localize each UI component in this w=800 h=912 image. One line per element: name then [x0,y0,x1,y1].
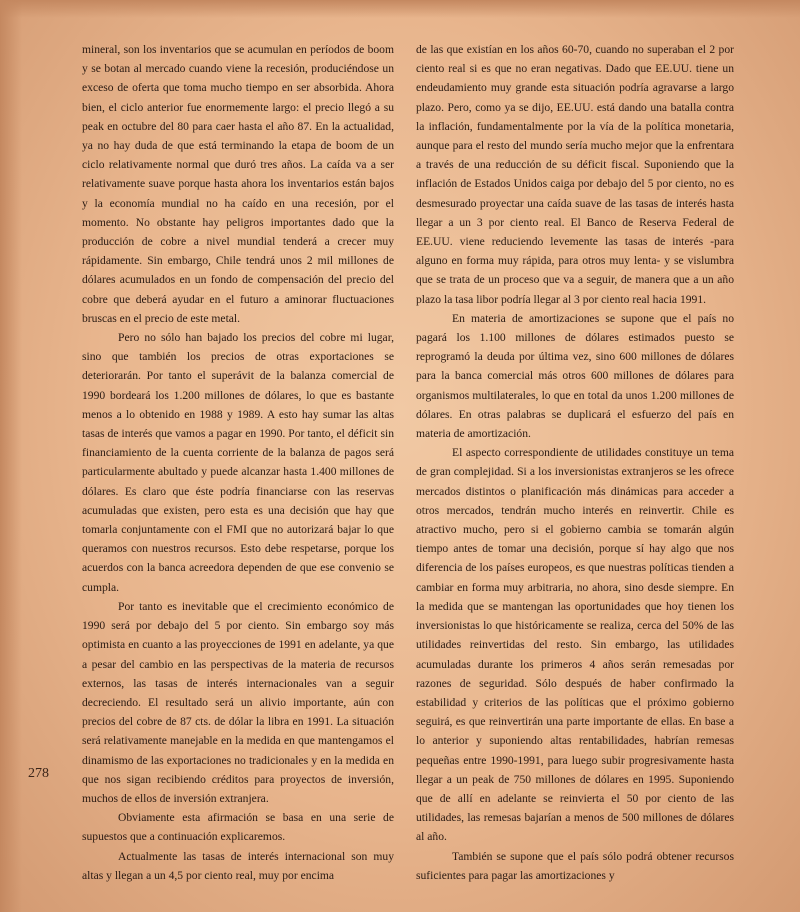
left-text-column [82,40,394,885]
page-shadow-left [0,0,22,912]
paragraph: Actualmente las tasas de interés internacional son muy altas y llegan a un 4,5 por ciento real, muy por encima [82,849,394,882]
paragraph: En materia de amortizaciones se supone que el país no pagará los 1.100 millones de dólares estimados puesto se reprogramó la deuda por última vez, sino 600 millones de dólares para la banca comercial más otros 600 millones de dólares para organismos multilaterales, lo que en total da unos 1.200 millones de dólares. En otras palabras se duplicará el esfuerzo del país en materia de amortización. [416,311,734,441]
paragraph: mineral, son los inventarios que se acumulan en períodos de boom y se botan al mercado cuando viene la recesión, produciéndose un exceso de oferta que toma mucho tiempo en ser absorbida. Ahora bien, el ciclo anterior fue enormemente largo: el precio llegó a su peak en octubre del 80 para caer hasta el año 87. En la actualidad, ya no hay duda de que está terminando la etapa de boom de un ciclo relativamente normal que duró tres años. La caída va a ser relativamente suave porque hasta ahora los inventarios están bajos y la economía mundial no ha caído en una recesión, por el momento. No obstante hay peligros importantes dado que la producción de cobre a nivel mundial tenderá a crecer muy rápidamente. Sin embargo, Chile tendrá unos 2 mil millones de dólares acumulados en un fondo de compensación del precio del cobre que deberá ayudar en el futuro a aminorar fluctuaciones bruscas en el precio de este metal. [82,43,394,325]
paragraph: Pero no sólo han bajado los precios del cobre mi lugar, sino que también los precios de otras exportaciones se deteriorarán. Por tanto el superávit de la balanza comercial de 1990 bordeará los 1.200 millones de dólares, lo que es bastante menos a lo obtenido en 1988 y 1989. A esto hay sumar las altas tasas de interés que vamos a pagar en 1990. Por tanto, el déficit sin financiamiento de la cuenta corriente de la balanza de pagos será particularmente abultado y puede alcanzar hasta 1.400 millones de dólares. Es claro que éste podría financiarse con las reservas acumuladas que existen, pero esta es una decisión que hay que tomarla conjuntamente con el FMI que no autorizará bajar lo que queramos con nuestros recursos. Esto debe respetarse, porque los acuerdos con la banca acreedora dependen de que ese convenio se cumpla. [82,331,394,594]
paragraph: El aspecto correspondiente de utilidades constituye un tema de gran complejidad. Si a los inversionistas extranjeros se les ofrece mercados distintos o planificación más dinámicas para acceder a otros mercados, tendrán mucho interés en reinvertir. Chile es atractivo mucho, pero si el gobierno cambia se tomarán algún tiempo antes de tomar una decisión, porque sí hay algo que nos diferencia de los países europeos, es que nuestras políticas tienden a cambiar en forma muy arbitraria, no ahora, sino desde siempre. En la medida que se mantengan las oportunidades que hoy tienen los inversionistas lo que históricamente se realiza, cerca del 50% de las utilidades reinvertidas del resto. Sin embargo, las utilidades acumuladas durante los primeros 4 años serán remesadas por razones de seguridad. Sólo después de haber confirmado la estabilidad y criterios de las políticas que el próximo gobierno seguirá, es que reinvertirán una parte importante de ellas. En base a lo anterior y suponiendo altas rentabilidades, habrían remesas pequeñas entre 1990-1991, para luego subir progresivamente hasta llegar a un peak de 750 millones de dólares en 1995. Suponiendo que de allí en adelante se reinvierta el 50 por ciento de las utilidades, las remesas bajarían a menos de 500 millones de dólares al año. [416,446,734,844]
paragraph: de las que existían en los años 60-70, cuando no superaban el 2 por ciento real si es que no eran negativas. Dado que EE.UU. tiene un endeudamiento muy grande esta situación podría agravarse a largo plazo. Pero, como ya se dijo, EE.UU. está dando una batalla contra la inflación, fundamentalmente por la vía de la política monetaria, aunque para el resto del mundo sería mucho mejor que la enfrentara a través de una reducción de su déficit fiscal. Suponiendo que la inflación de Estados Unidos caiga por debajo del 5 por ciento, no es desmesurado proyectar una caída suave de las tasas de interés hasta llegar a un 3 por ciento real. El Banco de Reserva Federal de EE.UU. viene reduciendo levemente las tasas de interés -para alguno en forma muy rápida, para otros muy lenta- y se vislumbra que se trata de un proceso que va a seguir, de manera que a un año plazo la tasa libor podría llegar al 3 por ciento real hacia 1991. [416,43,734,306]
page-shadow-top [0,0,800,18]
paragraph: También se supone que el país sólo podrá obtener recursos suficientes para pagar las amortizaciones y [416,849,734,882]
page-number: 278 [28,766,49,781]
right-text-column [416,40,734,885]
paragraph: Obviamente esta afirmación se basa en una serie de supuestos que a continuación explicaremos. [82,811,394,844]
paragraph: Por tanto es inevitable que el crecimiento económico de 1990 será por debajo del 5 por ciento. Sin embargo soy más optimista en cuanto a las proyecciones de 1991 en adelante, ya que a pesar del cambio en las perspectivas de la materia de recursos externos, las tasas de interés internacionales van a seguir decreciendo. El resultado será un alivio importante, aún con precios del cobre de 87 cts. de dólar la libra en 1991. La situación será relativamente manejable en la medida en que mantengamos el dinamismo de las exportaciones no tradicionales y en la medida en que nos sigan recibiendo créditos para proyectos de inversión, muchos de ellos de inversión extranjera. [82,599,394,805]
